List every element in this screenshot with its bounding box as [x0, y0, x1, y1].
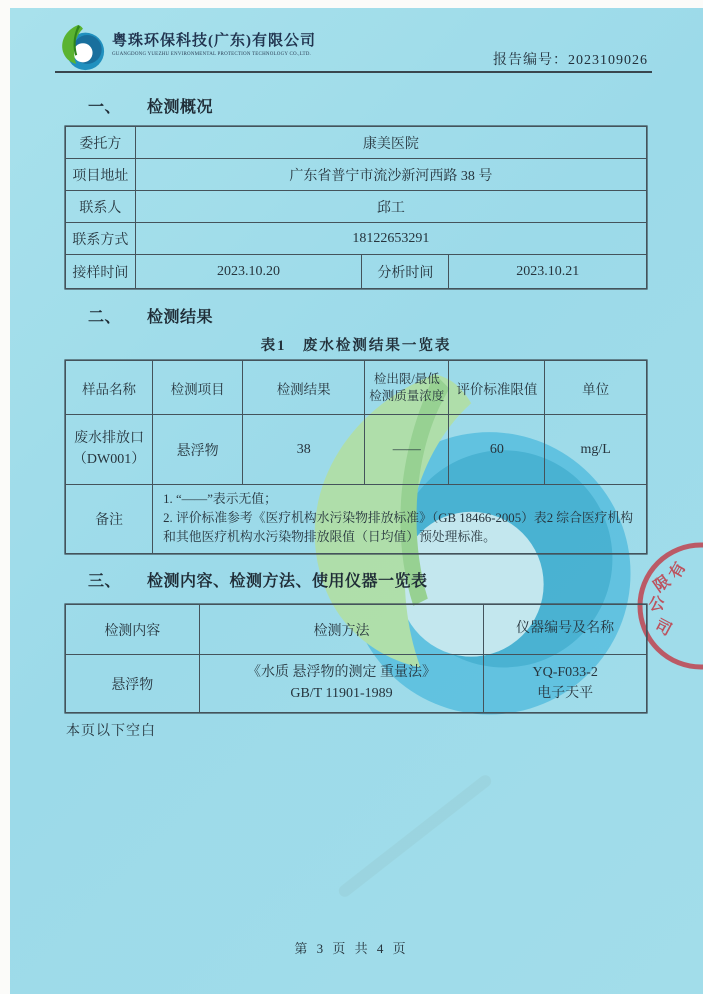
result-table-header-row [66, 361, 647, 415]
row-label: 联系人 [66, 191, 136, 223]
report-number-label: 报告编号： [493, 53, 568, 68]
section-label: 检测结果 [147, 309, 214, 326]
row-label: 项目地址 [66, 159, 136, 191]
method-line2: GB/T 11901-1989 [290, 685, 393, 701]
result-table [65, 360, 647, 554]
row-value: 康美医院 [135, 127, 646, 159]
company-name: 粤珠环保科技(广东)有限公司 [112, 33, 316, 49]
seal-char: 公 [647, 595, 666, 614]
company-name-english: GUANGDONG YUEZHU ENVIRONMENTAL PROTECTION TECHNOLOGY CO.,LTD. [112, 51, 312, 57]
result-table-caption: 表1 废水检测结果一览表 [260, 338, 452, 354]
remark-row [66, 485, 647, 554]
method-table-header-row [66, 605, 647, 655]
report-number [493, 49, 648, 69]
item-cell: 悬浮物 [153, 415, 243, 485]
row-label: 联系方式 [66, 223, 136, 255]
method-item-cell: 悬浮物 [66, 655, 200, 713]
detection-limit-cell: —— [365, 415, 449, 485]
col-header-item: 检测项目 [153, 361, 243, 415]
remark-label: 备注 [66, 485, 153, 554]
standard-limit-cell: 60 [449, 415, 545, 485]
row-label: 委托方 [66, 127, 136, 159]
col-header-instrument: 仪器编号及名称 [484, 605, 647, 655]
table-row [66, 159, 647, 191]
analysis-time-label: 分析时间 [362, 255, 449, 289]
row-value: 邱工 [135, 191, 646, 223]
table-row [66, 223, 647, 255]
method-line1: 《水质 悬浮物的测定 重量法》 [246, 665, 436, 681]
result-data-row [66, 415, 647, 485]
seal-char: 限 [650, 572, 674, 596]
remark-line1: 1. “——”表示无值； [163, 492, 277, 506]
method-data-row [66, 655, 647, 713]
section-label: 检测内容、检测方法、使用仪器一览表 [147, 573, 428, 590]
col-header-standard-limit: 评价标准限值 [449, 361, 545, 415]
instrument-name: 电子天平 [537, 685, 594, 701]
row-value: 广东省普宁市流沙新河西路 38 号 [135, 159, 646, 191]
sample-time-value: 2023.10.20 [135, 255, 362, 289]
analysis-time-value: 2023.10.21 [449, 255, 647, 289]
method-table [65, 604, 647, 713]
report-number-value: 2023109026 [568, 53, 648, 68]
col-header-content: 检测内容 [66, 605, 200, 655]
section-title-results [88, 304, 213, 327]
table-row [66, 255, 647, 289]
sample-name-cell [66, 415, 153, 485]
instrument-id: YQ-F033-2 [532, 665, 598, 681]
col-header-unit: 单位 [545, 361, 647, 415]
table-row [66, 191, 647, 223]
section-number: 二、 [88, 309, 122, 326]
seal-char: 有 [666, 559, 690, 582]
blank-below-note: 本页以下空白 [66, 724, 156, 739]
remark-line2: 2. 评价标准参考《医疗机构水污染物排放标准》（GB 18466-2005）表2 综合医疗机构和其他医疗机构水污染物排放限值（日均值）预处理标准。 [163, 511, 634, 545]
section-number: 一、 [88, 99, 122, 116]
sample-name-line2: （DW001） [72, 451, 146, 467]
section-number: 三、 [88, 573, 122, 590]
method-cell [199, 655, 484, 713]
overview-table [65, 126, 647, 289]
section-title-overview [88, 94, 213, 117]
sample-name-line1: 废水排放口 [74, 431, 145, 447]
col-header-result: 检测结果 [243, 361, 365, 415]
col-header-sample-name: 样品名称 [66, 361, 153, 415]
table-row [66, 127, 647, 159]
company-header [112, 33, 316, 57]
header-divider [55, 71, 652, 73]
col-header-detection-limit: 检出限/最低检测质量浓度 [365, 361, 449, 415]
instrument-cell [484, 655, 647, 713]
section-label: 检测概况 [147, 99, 214, 116]
result-cell: 38 [243, 415, 365, 485]
company-logo-icon [58, 24, 106, 72]
sample-time-label: 接样时间 [66, 255, 136, 289]
remark-content [153, 485, 647, 554]
col-header-method: 检测方法 [199, 605, 484, 655]
page-number: 第 3 页 共 4 页 [294, 941, 409, 956]
unit-cell: mg/L [545, 415, 647, 485]
section-title-methods [88, 568, 428, 591]
row-value: 18122653291 [135, 223, 646, 255]
seal-char: 司 [652, 616, 675, 640]
